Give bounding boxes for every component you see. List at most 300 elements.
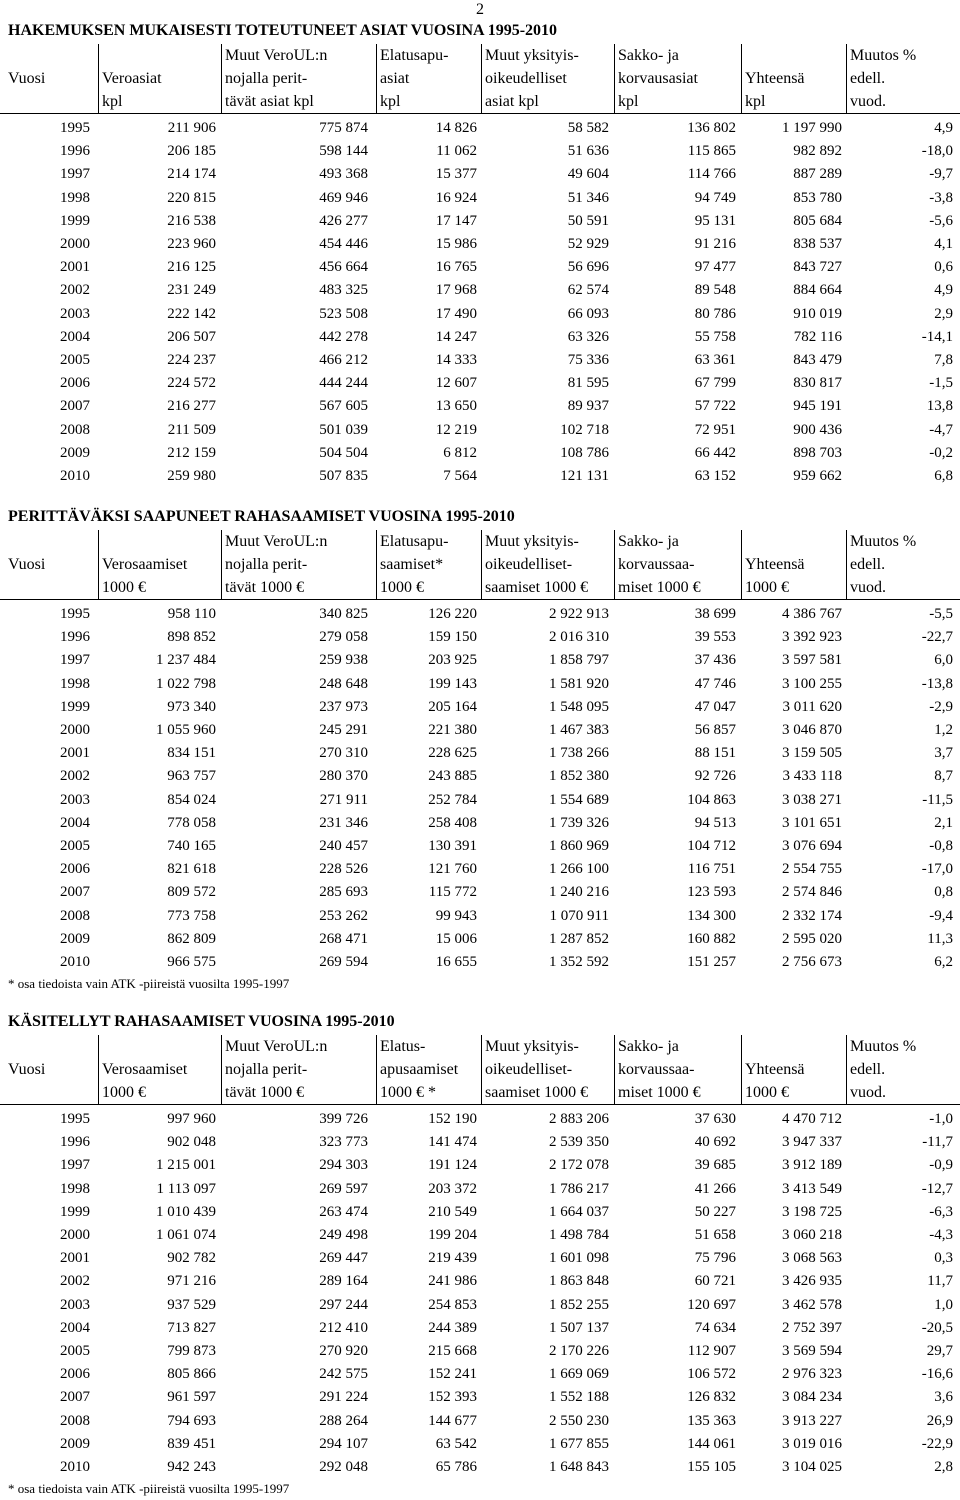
cell-yhteensa: 3 159 505 — [782, 745, 842, 762]
cell-yhteensa: 3 426 935 — [782, 1273, 842, 1290]
cell-vero: 973 340 — [167, 698, 216, 715]
cell-muut-yksityis: 50 591 — [567, 212, 609, 229]
cell-vero: 211 509 — [167, 421, 216, 438]
cell-vuosi: 2006 — [60, 1366, 90, 1383]
table-row — [0, 1154, 960, 1177]
cell-muutos: -5,5 — [929, 606, 953, 622]
cell-muut-veroul: 240 457 — [319, 838, 368, 854]
table-row — [0, 1131, 960, 1154]
cell-yhteensa: 3 104 025 — [782, 1459, 842, 1475]
cell-vuosi: 1999 — [60, 212, 90, 229]
cell-muutos: 6,8 — [934, 468, 953, 484]
cell-muut-veroul: 289 164 — [319, 1273, 368, 1290]
header-sakko: korvausasiat — [618, 70, 698, 87]
cell-muut-yksityis: 1 860 969 — [549, 838, 609, 854]
cell-muutos: -2,9 — [929, 698, 953, 715]
cell-yhteensa: 3 060 218 — [782, 1227, 842, 1243]
cell-yhteensa: 945 191 — [793, 398, 842, 415]
cell-elatus: 191 124 — [428, 1157, 477, 1174]
cell-muut-veroul: 399 726 — [319, 1111, 368, 1127]
header-divider — [376, 44, 377, 113]
cell-muut-yksityis: 2 922 913 — [549, 606, 609, 622]
cell-vero: 862 809 — [167, 930, 216, 947]
header-muutos: edell. — [850, 1061, 886, 1078]
cell-elatus: 144 677 — [428, 1412, 477, 1429]
cell-muut-veroul: 268 471 — [319, 930, 368, 947]
cell-elatus: 13 650 — [435, 398, 477, 415]
header-muut-veroul: tävät asiat kpl — [225, 93, 314, 110]
cell-elatus: 15 986 — [435, 236, 477, 252]
cell-elatus: 199 204 — [428, 1227, 477, 1243]
cell-sakko: 39 553 — [694, 629, 736, 646]
cell-vuosi: 2010 — [60, 1459, 90, 1475]
cell-muut-veroul: 523 508 — [319, 305, 368, 322]
cell-vero: 224 237 — [167, 352, 216, 368]
cell-muutos: -9,7 — [929, 166, 953, 183]
cell-vero: 778 058 — [167, 814, 216, 831]
cell-vuosi: 2010 — [60, 468, 90, 484]
header-rule — [0, 113, 960, 114]
cell-vuosi: 2000 — [60, 722, 90, 738]
cell-elatus: 12 607 — [435, 375, 477, 392]
header-muutos: Muutos % — [850, 1038, 917, 1055]
header-sakko: korvaussaa- — [618, 1061, 695, 1078]
cell-yhteensa: 2 574 846 — [782, 884, 842, 901]
cell-muut-yksityis: 121 131 — [560, 468, 609, 484]
cell-vuosi: 1998 — [60, 189, 90, 206]
cell-muutos: 0,3 — [934, 1250, 953, 1267]
cell-elatus: 17 968 — [435, 282, 477, 299]
footnote: * osa tiedoista vain ATK -piireistä vuosilta 1995-1997 — [8, 1481, 290, 1497]
header-yhteensa: 1000 € — [745, 579, 789, 596]
cell-yhteensa: 3 100 255 — [782, 675, 842, 692]
header-muutos: Muutos % — [850, 533, 917, 550]
cell-yhteensa: 3 392 923 — [782, 629, 842, 646]
cell-vero: 961 597 — [167, 1389, 216, 1406]
cell-vero: 937 529 — [167, 1296, 216, 1313]
table-row — [0, 1433, 960, 1456]
cell-muut-yksityis: 66 093 — [567, 305, 609, 322]
cell-muut-yksityis: 1 648 843 — [549, 1459, 609, 1475]
cell-muut-yksityis: 2 550 230 — [549, 1412, 609, 1429]
header-divider — [614, 44, 615, 113]
cell-elatus: 221 380 — [428, 722, 477, 738]
cell-yhteensa: 2 756 673 — [782, 954, 842, 970]
header-muut-yksityis: oikeudelliset- — [485, 1061, 573, 1078]
cell-sakko: 39 685 — [694, 1157, 736, 1174]
cell-vero: 821 618 — [167, 861, 216, 878]
cell-vero: 220 815 — [167, 189, 216, 206]
table-row — [0, 140, 960, 163]
cell-yhteensa: 2 752 397 — [782, 1319, 842, 1336]
cell-muut-veroul: 263 474 — [319, 1203, 368, 1220]
cell-yhteensa: 3 068 563 — [782, 1250, 842, 1267]
page-number: 2 — [476, 1, 484, 18]
cell-muut-veroul: 270 920 — [319, 1343, 368, 1359]
table-row — [0, 419, 960, 442]
cell-elatus: 17 490 — [435, 305, 477, 322]
cell-elatus: 228 625 — [428, 745, 477, 762]
header-divider — [98, 1035, 99, 1104]
table-row — [0, 1363, 960, 1386]
header-muut-yksityis: saamiset 1000 € — [485, 579, 589, 596]
table-row — [0, 858, 960, 881]
cell-sakko: 57 722 — [694, 398, 736, 415]
cell-yhteensa: 843 479 — [793, 352, 842, 368]
cell-yhteensa: 838 537 — [793, 236, 842, 252]
cell-elatus: 243 885 — [428, 768, 477, 785]
cell-muutos: -0,9 — [929, 1157, 953, 1174]
cell-yhteensa: 3 597 581 — [782, 652, 842, 669]
cell-muutos: 11,3 — [927, 930, 953, 947]
table-row — [0, 187, 960, 210]
cell-vuosi: 2006 — [60, 375, 90, 392]
table-row — [0, 117, 960, 140]
cell-muut-veroul: 493 368 — [319, 166, 368, 183]
cell-sakko: 37 630 — [694, 1111, 736, 1127]
cell-muut-yksityis: 1 786 217 — [549, 1180, 609, 1197]
header-divider — [376, 1035, 377, 1104]
header-divider — [221, 530, 222, 599]
cell-muut-yksityis: 1 070 911 — [549, 907, 609, 924]
cell-sakko: 38 699 — [694, 606, 736, 622]
cell-vero: 223 960 — [167, 236, 216, 252]
header-divider — [846, 530, 847, 599]
cell-muut-veroul: 269 594 — [319, 954, 368, 970]
table-title: KÄSITELLYT RAHASAAMISET VUOSINA 1995-2010 — [8, 1013, 395, 1030]
cell-vuosi: 2003 — [60, 305, 90, 322]
cell-vero: 805 866 — [167, 1366, 216, 1383]
cell-muut-veroul: 297 244 — [319, 1296, 368, 1313]
cell-elatus: 126 220 — [428, 606, 477, 622]
cell-muut-veroul: 253 262 — [319, 907, 368, 924]
cell-muut-veroul: 288 264 — [319, 1412, 368, 1429]
table-row — [0, 1247, 960, 1270]
cell-sakko: 155 105 — [687, 1459, 736, 1475]
cell-vero: 212 159 — [167, 444, 216, 461]
cell-vero: 216 277 — [167, 398, 216, 415]
cell-yhteensa: 2 332 174 — [782, 907, 842, 924]
header-sakko: Sakko- ja — [618, 1038, 679, 1055]
cell-vero: 216 538 — [167, 212, 216, 229]
cell-muut-veroul: 279 058 — [319, 629, 368, 646]
table-row — [0, 1386, 960, 1409]
cell-yhteensa: 3 912 189 — [782, 1157, 842, 1174]
cell-muut-yksityis: 1 677 855 — [549, 1435, 609, 1452]
cell-yhteensa: 898 703 — [793, 444, 842, 461]
header-muut-veroul: Muut VeroUL:n — [225, 47, 328, 64]
cell-vero: 713 827 — [167, 1319, 216, 1336]
cell-vuosi: 2009 — [60, 930, 90, 947]
header-muut-veroul: Muut VeroUL:n — [225, 1038, 328, 1055]
cell-sakko: 116 751 — [687, 861, 736, 878]
header-elatus: asiat — [380, 70, 410, 87]
cell-yhteensa: 805 684 — [793, 212, 842, 229]
header-muut-veroul: nojalla perit- — [225, 1061, 308, 1078]
cell-muut-yksityis: 75 336 — [567, 352, 609, 368]
cell-muutos: -0,2 — [929, 444, 953, 461]
table-row — [0, 465, 960, 488]
table-row — [0, 1294, 960, 1317]
cell-muut-yksityis: 52 929 — [567, 236, 609, 252]
cell-vero: 740 165 — [167, 838, 216, 854]
table-row — [0, 1178, 960, 1201]
cell-muut-yksityis: 2 539 350 — [549, 1134, 609, 1151]
cell-vuosi: 2005 — [60, 838, 90, 854]
cell-muut-veroul: 775 874 — [319, 120, 368, 136]
cell-sakko: 112 907 — [687, 1343, 736, 1359]
header-sakko: korvaussaa- — [618, 556, 695, 573]
cell-muut-veroul: 269 597 — [319, 1180, 368, 1197]
header-yhteensa: kpl — [745, 93, 766, 110]
cell-muut-yksityis: 1 352 592 — [549, 954, 609, 970]
header-divider — [481, 44, 482, 113]
cell-muut-yksityis: 2 016 310 — [549, 629, 609, 646]
cell-muut-yksityis: 1 498 784 — [549, 1227, 609, 1243]
cell-sakko: 41 266 — [694, 1180, 736, 1197]
cell-sakko: 104 712 — [687, 838, 736, 854]
cell-muut-yksityis: 1 664 037 — [549, 1203, 609, 1220]
cell-muut-yksityis: 1 601 098 — [549, 1250, 609, 1267]
cell-muutos: 2,9 — [934, 305, 953, 322]
cell-muut-veroul: 507 835 — [319, 468, 368, 484]
cell-sakko: 55 758 — [694, 328, 736, 345]
cell-vuosi: 2010 — [60, 954, 90, 970]
cell-elatus: 254 853 — [428, 1296, 477, 1313]
cell-elatus: 16 655 — [435, 954, 477, 970]
cell-muutos: 29,7 — [926, 1343, 953, 1359]
header-divider — [846, 44, 847, 113]
cell-muut-veroul: 259 938 — [319, 652, 368, 669]
cell-vero: 902 782 — [167, 1250, 216, 1267]
cell-sakko: 91 216 — [694, 236, 736, 252]
cell-sakko: 74 634 — [694, 1319, 736, 1336]
header-divider — [741, 530, 742, 599]
cell-sakko: 134 300 — [687, 907, 736, 924]
cell-vero: 898 852 — [167, 629, 216, 646]
cell-muut-yksityis: 1 581 920 — [549, 675, 609, 692]
cell-muut-veroul: 454 446 — [319, 236, 368, 252]
cell-muut-veroul: 291 224 — [319, 1389, 368, 1406]
header-divider — [481, 1035, 482, 1104]
cell-muut-yksityis: 2 883 206 — [549, 1111, 609, 1127]
cell-sakko: 115 865 — [687, 143, 736, 160]
header-divider — [741, 1035, 742, 1104]
cell-muut-veroul: 249 498 — [319, 1227, 368, 1243]
cell-vero: 902 048 — [167, 1134, 216, 1151]
cell-vero: 231 249 — [167, 282, 216, 299]
cell-muutos: -11,5 — [922, 791, 953, 808]
cell-muut-yksityis: 102 718 — [560, 421, 609, 438]
cell-sakko: 92 726 — [694, 768, 736, 785]
cell-elatus: 63 542 — [435, 1435, 477, 1452]
cell-sakko: 94 749 — [694, 189, 736, 206]
cell-sakko: 40 692 — [694, 1134, 736, 1151]
cell-muut-yksityis: 58 582 — [567, 120, 609, 136]
table-row — [0, 881, 960, 904]
cell-vuosi: 2001 — [60, 745, 90, 762]
header-elatus: kpl — [380, 93, 401, 110]
cell-elatus: 199 143 — [428, 675, 477, 692]
cell-yhteensa: 3 198 725 — [782, 1203, 842, 1220]
cell-sakko: 72 951 — [694, 421, 736, 438]
cell-sakko: 47 746 — [694, 675, 736, 692]
cell-muutos: 13,8 — [926, 398, 953, 415]
cell-yhteensa: 3 462 578 — [782, 1296, 842, 1313]
cell-muut-yksityis: 1 266 100 — [549, 861, 609, 878]
cell-muutos: -18,0 — [921, 143, 953, 160]
header-sakko: miset 1000 € — [618, 1084, 701, 1101]
cell-sakko: 123 593 — [687, 884, 736, 901]
cell-elatus: 15 006 — [435, 930, 477, 947]
cell-elatus: 215 668 — [428, 1343, 477, 1359]
header-elatus: apusaamiset — [380, 1061, 459, 1078]
cell-elatus: 130 391 — [428, 838, 477, 854]
cell-muut-yksityis: 1 738 266 — [549, 745, 609, 762]
cell-elatus: 17 147 — [435, 212, 477, 229]
table-row — [0, 673, 960, 696]
cell-elatus: 241 986 — [428, 1273, 477, 1290]
cell-yhteensa: 3 913 227 — [782, 1412, 842, 1429]
cell-sakko: 75 796 — [694, 1250, 736, 1267]
cell-sakko: 120 697 — [687, 1296, 736, 1313]
header-vuosi: Vuosi — [8, 556, 46, 573]
cell-sakko: 114 766 — [687, 166, 736, 183]
cell-sakko: 95 131 — [694, 212, 736, 229]
cell-muut-veroul: 469 946 — [319, 189, 368, 206]
cell-muutos: -4,7 — [929, 421, 953, 438]
cell-elatus: 16 924 — [435, 189, 477, 206]
header-divider — [846, 1035, 847, 1104]
table-row — [0, 905, 960, 928]
cell-muutos: 26,9 — [926, 1412, 953, 1429]
cell-muut-veroul: 269 447 — [319, 1250, 368, 1267]
cell-yhteensa: 2 595 020 — [782, 930, 842, 947]
header-elatus: saamiset* — [380, 556, 444, 573]
table-row — [0, 1201, 960, 1224]
table-row — [0, 395, 960, 418]
cell-sakko: 135 363 — [687, 1412, 736, 1429]
cell-vuosi: 2002 — [60, 768, 90, 785]
cell-muutos: -4,3 — [929, 1227, 953, 1243]
header-divider — [98, 530, 99, 599]
cell-muut-yksityis: 51 636 — [567, 143, 609, 160]
cell-muutos: -5,6 — [929, 212, 953, 229]
header-muut-yksityis: oikeudelliset- — [485, 556, 573, 573]
header-divider — [376, 530, 377, 599]
header-elatus: 1000 € * — [380, 1084, 436, 1101]
header-muutos: vuod. — [850, 579, 886, 596]
cell-elatus: 7 564 — [443, 468, 477, 484]
cell-elatus: 152 393 — [428, 1389, 477, 1406]
cell-elatus: 258 408 — [428, 814, 477, 831]
cell-yhteensa: 3 947 337 — [782, 1134, 842, 1151]
cell-vero: 1 113 097 — [156, 1180, 216, 1197]
cell-vero: 206 185 — [167, 143, 216, 160]
cell-muut-veroul: 228 526 — [319, 861, 368, 878]
cell-yhteensa: 887 289 — [793, 166, 842, 183]
header-muut-yksityis: oikeudelliset — [485, 70, 567, 87]
cell-muut-yksityis: 89 937 — [567, 398, 609, 415]
cell-vero: 997 960 — [167, 1111, 216, 1127]
cell-vero: 958 110 — [167, 606, 216, 622]
cell-sakko: 151 257 — [687, 954, 736, 970]
cell-sakko: 160 882 — [687, 930, 736, 947]
table-row — [0, 1410, 960, 1433]
cell-yhteensa: 2 554 755 — [782, 861, 842, 878]
cell-vero: 794 693 — [167, 1412, 216, 1429]
cell-muut-yksityis: 81 595 — [567, 375, 609, 392]
header-vuosi: Vuosi — [8, 1061, 46, 1078]
header-elatus: Elatusapu- — [380, 47, 449, 64]
header-elatus: Elatusapu- — [380, 533, 449, 550]
cell-muut-veroul: 292 048 — [319, 1459, 368, 1475]
table-row — [0, 1108, 960, 1131]
cell-vuosi: 1999 — [60, 1203, 90, 1220]
cell-muutos: -6,3 — [929, 1203, 953, 1220]
table-row — [0, 696, 960, 719]
cell-sakko: 51 658 — [694, 1227, 736, 1243]
cell-muut-veroul: 444 244 — [319, 375, 368, 392]
cell-vero: 773 758 — [167, 907, 216, 924]
cell-yhteensa: 3 019 016 — [782, 1435, 842, 1452]
cell-muutos: 1,2 — [934, 722, 953, 738]
cell-muutos: 3,7 — [934, 745, 953, 762]
cell-yhteensa: 982 892 — [793, 143, 842, 160]
cell-muut-veroul: 245 291 — [319, 722, 368, 738]
header-sakko: miset 1000 € — [618, 579, 701, 596]
cell-vuosi: 2002 — [60, 1273, 90, 1290]
cell-vero: 1 061 074 — [156, 1227, 216, 1243]
cell-muut-yksityis: 1 548 095 — [549, 698, 609, 715]
table-row — [0, 765, 960, 788]
cell-muutos: 7,8 — [934, 352, 953, 368]
table-row — [0, 163, 960, 186]
header-elatus: 1000 € — [380, 579, 424, 596]
cell-sakko: 97 477 — [694, 259, 736, 276]
header-divider — [221, 1035, 222, 1104]
table-row — [0, 1317, 960, 1340]
cell-vuosi: 2007 — [60, 398, 90, 415]
cell-vero: 1 055 960 — [156, 722, 216, 738]
cell-yhteensa: 3 076 694 — [782, 838, 842, 854]
cell-vuosi: 2001 — [60, 1250, 90, 1267]
cell-elatus: 121 760 — [428, 861, 477, 878]
table-row — [0, 233, 960, 256]
cell-muut-yksityis: 1 287 852 — [549, 930, 609, 947]
table-row — [0, 1456, 960, 1479]
cell-elatus: 14 247 — [435, 328, 477, 345]
cell-muut-yksityis: 1 852 255 — [549, 1296, 609, 1313]
header-sakko: Sakko- ja — [618, 47, 679, 64]
cell-elatus: 152 190 — [428, 1111, 477, 1127]
header-rule — [0, 599, 960, 600]
cell-sakko: 63 152 — [694, 468, 736, 484]
table-row — [0, 210, 960, 233]
cell-muutos: -1,0 — [929, 1111, 953, 1127]
cell-muut-veroul: 242 575 — [319, 1366, 368, 1383]
table-row — [0, 789, 960, 812]
cell-vuosi: 1995 — [60, 606, 90, 622]
footnote: * osa tiedoista vain ATK -piireistä vuosilta 1995-1997 — [8, 976, 290, 992]
header-muut-yksityis: asiat kpl — [485, 93, 539, 110]
cell-muutos: 11,7 — [927, 1273, 953, 1290]
cell-elatus: 203 372 — [428, 1180, 477, 1197]
table-row — [0, 326, 960, 349]
cell-yhteensa: 900 436 — [793, 421, 842, 438]
cell-muut-veroul: 323 773 — [319, 1134, 368, 1151]
cell-sakko: 144 061 — [687, 1435, 736, 1452]
